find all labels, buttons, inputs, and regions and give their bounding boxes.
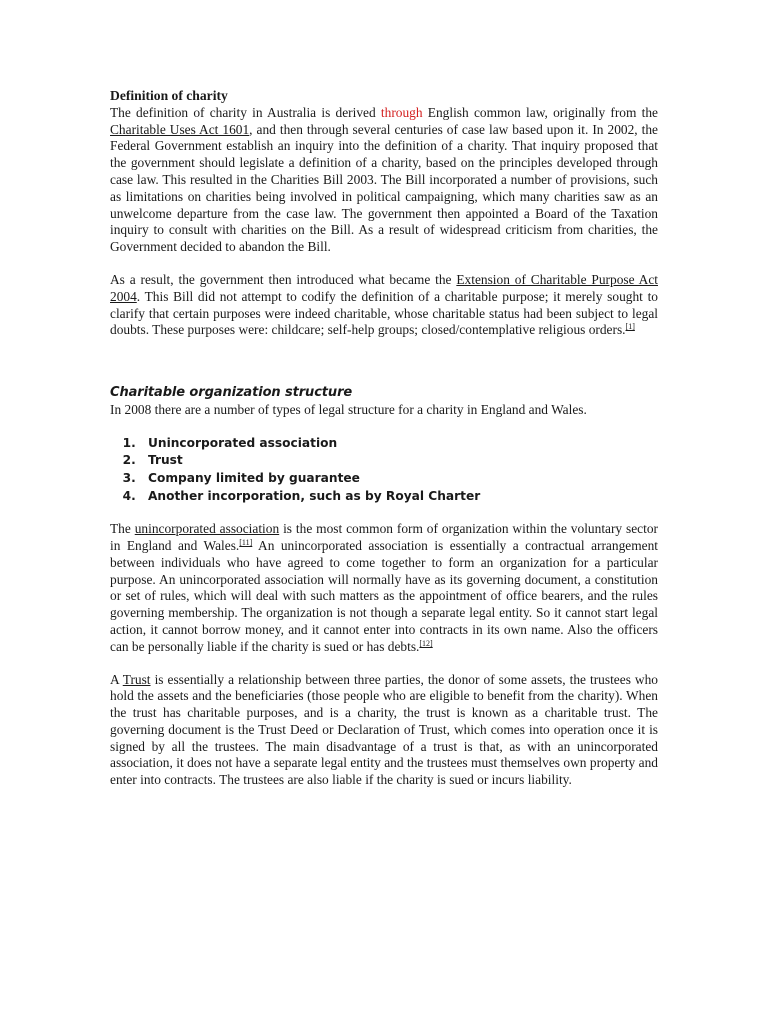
footnote-ref-11[interactable]: [11] (239, 537, 253, 547)
list-item: 4. Another incorporation, such as by Royal Charter (140, 488, 658, 506)
footnote-ref-12[interactable]: [12] (419, 638, 433, 648)
heading-definition-of-charity: Definition of charity (110, 88, 228, 103)
text: As a result, the government then introduced what became the (110, 271, 457, 287)
list-item: 2. Trust (140, 452, 658, 470)
paragraph-trust (110, 672, 658, 790)
text: The (110, 521, 135, 537)
list-item: 3. Company limited by guarantee (140, 470, 658, 488)
link-extension-act[interactable]: Extension of Charitable Purpose Act 2004 (110, 271, 658, 304)
text: A (110, 671, 123, 687)
link-charitable-uses-act[interactable]: Charitable Uses Act 1601 (110, 121, 250, 137)
link-trust[interactable]: Trust (122, 671, 151, 687)
text: The definition of charity in Australia is derived (110, 104, 381, 120)
text: is the most common form of organization within the voluntary sector in England and Wales. (110, 521, 659, 553)
heading-organization-structure: Charitable organization structure (110, 385, 353, 401)
document-body (110, 88, 658, 789)
paragraph-definition (110, 105, 658, 256)
text: , and then through several centuries of case law based upon it. In 2002, the Federal Government establish an inquiry into the definition of a charity. That inquiry proposed that the government should legislate a definition of a charity, based on the principles developed through case law. This resulted in the Charities Bill 2003. The Bill incorporated a number of provisions, such as limitations on charities being involved in political campaigning, which many charities saw as an unwelcome departure from the case law. The government then appointed a Board of the Taxation inquiry to consult with charities on the Bill. As a result of widespread criticism from charities, the Government decided to abandon the Bill. (110, 121, 658, 255)
list-item: 1. Unincorporated association (140, 435, 658, 453)
highlighted-word: through (380, 104, 423, 120)
structure-list (110, 435, 658, 505)
footnote-ref-1[interactable]: [1] (625, 322, 635, 332)
text: An unincorporated association is essentially a contractual arrangement between individuals who have agreed to come together to form an organization for a particular purpose. An unincorporated association will normally have as its governing document, a constitution or set of rules, which will deal with such matters as the appointment of office bearers, and the rules governing membership. The organization is not though a separate legal entity. So it cannot start legal action, it cannot borrow money, and it cannot enter into contracts in its own name. Also the officers can be personally liable if the charity is sued or has debts. (110, 537, 658, 654)
text: English common law, originally from the (422, 104, 658, 120)
paragraph-structure-intro: In 2008 there are a number of types of legal structure for a charity in England and Wales. (110, 401, 587, 417)
paragraph-unincorporated-association (110, 521, 658, 655)
text: is essentially a relationship between three parties, the donor of some assets, the trustees who hold the assets and the beneficiaries (those people who are eligible to benefit from the charity). When the trust has charitable purposes, and is a charity, the trust is known as a charitable trust. The governing document is the Trust Deed or Declaration of Trust, which comes into operation once it is signed by all the trustees. The main disadvantage of a trust is that, as with an unincorporated association, it does not have a separate legal entity and the trustees must themselves own property and enter into contracts. The trustees are also liable if the charity is sued or incurs liability. (110, 671, 658, 788)
paragraph-extension-act (110, 272, 658, 339)
text: . This Bill did not attempt to codify the definition of a charitable purpose; it merely sought to clarify that certain purposes were indeed charitable, whose charitable status had been subject to legal doubts. These purposes were: childcare; self-help groups; closed/contemplative religious orders. (110, 288, 658, 338)
link-unincorporated-association[interactable]: unincorporated association (134, 521, 280, 537)
